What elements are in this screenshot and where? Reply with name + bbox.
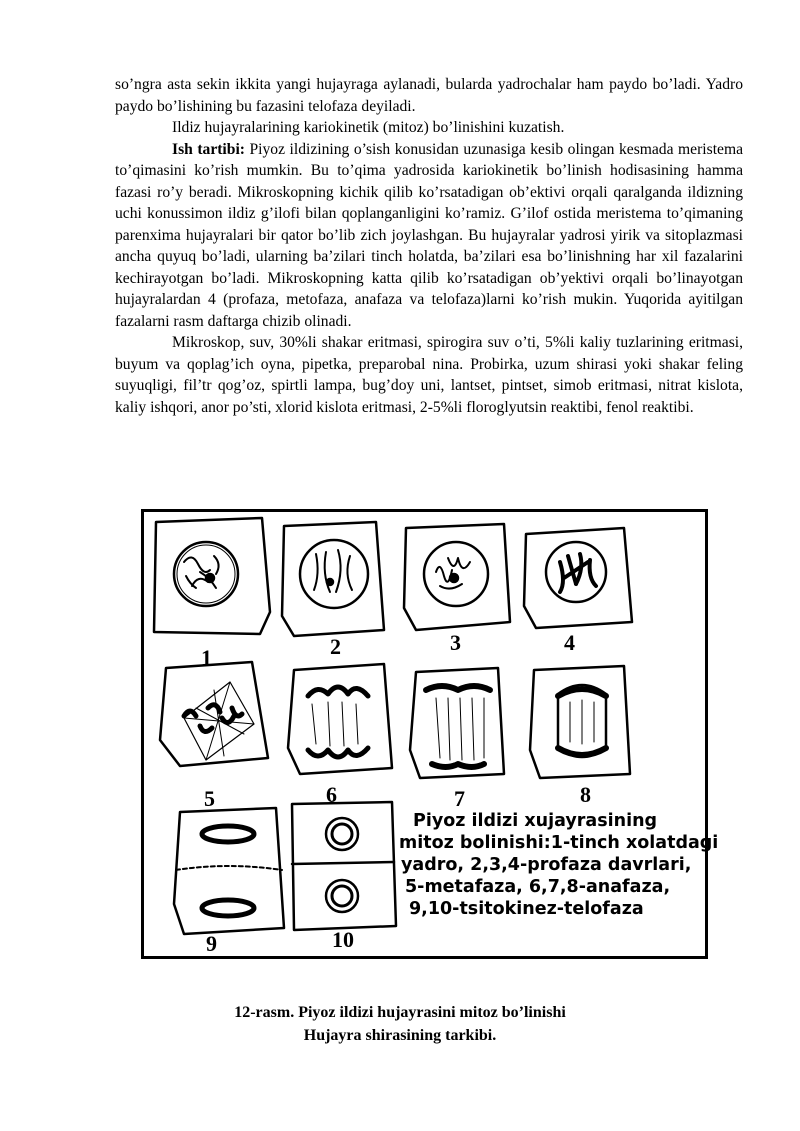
- legend-line-4: 5-metafaza, 6,7,8-anafaza,: [405, 877, 671, 897]
- figure-number-2: 2: [330, 634, 341, 659]
- figure-number-8: 8: [580, 782, 591, 807]
- cell-2-prophase: [282, 522, 384, 636]
- figure-number-10: 10: [332, 927, 354, 952]
- figure-number-4: 4: [564, 630, 575, 655]
- legend-line-1: Piyoz ildizi xujayrasining: [413, 811, 658, 831]
- cell-8-late-anaphase: [530, 666, 630, 778]
- cell-5-metaphase: [160, 662, 268, 766]
- figure-caption: 12-rasm. Piyoz ildizi hujayrasini mitoz bo’linishi: [234, 1004, 566, 1021]
- figure-number-3: 3: [450, 630, 461, 655]
- cell-6-anaphase: [288, 664, 392, 774]
- figure-legend: [399, 810, 719, 920]
- cell-7-anaphase: [410, 668, 504, 778]
- section-title: Hujayra shirasining tarkibi.: [303, 1027, 497, 1044]
- paragraph-1: so’ngra asta sekin ikkita yangi hujayraga aylanadi, bularda yadrochalar ham paydo bo’ladi. Yadro paydo bo’lishining bu fazasini telofaza deyiladi.: [115, 76, 743, 115]
- cell-1-resting-nucleus: [154, 518, 270, 634]
- mitosis-figure: [141, 509, 719, 959]
- cell-4-late-prophase: [524, 528, 632, 628]
- legend-line-2: mitoz bolinishi:1-tinch xolatdagi: [399, 833, 719, 853]
- cell-3-prophase: [404, 524, 510, 630]
- figure-number-7: 7: [454, 786, 465, 811]
- paragraph-4: Mikroskop, suv, 30%li shakar eritmasi, spirogira suv o’ti, 5%li kaliy tuzlarining eritmasi, buyum va qoplag’ich oyna, pipetka, preparobal nina. Probirka, uzum shirasi yoki shakar feling suyuqligi, fil’tr qog’oz, spirtli lampa, bug’doy uni, lantset, pintset, simob eritmasi, nitrat kislota, kaliy ishqori, anor po’sti, xlorid kislota eritmasi, 2-5%li floroglyutsin reaktibi, fenol reaktibi.: [115, 334, 743, 416]
- figure-number-6: 6: [326, 782, 337, 807]
- legend-line-5: 9,10-tsitokinez-telofaza: [409, 899, 644, 919]
- body-text: [115, 74, 743, 418]
- cell-10-telophase: [292, 802, 396, 930]
- paragraph-2: Ildiz hujayralarining kariokinetik (mitoz) bo’linishini kuzatish.: [172, 119, 565, 136]
- work-procedure-label: Ish tartibi:: [172, 140, 245, 158]
- work-procedure-text: Piyoz ildizining o’sish konusidan uzunasiga kesib olingan kesmada meristema to’qimasini ko’rish mumkin. Bu to’qima yadrosida kariokinetik bo’linish hodisasining hamma fazasi ro’y beradi. Mikroskopning kichik qilib ko’rsatadigan ob’ektivi orqali qaralganda ildizning uchi konussimon ildiz g’ilofi bilan qoplanganligini ko’ramiz. G’ilof ostida meristema to’qimaning parenxima hujayralari bir qator bo’lib zich joylashgan. Bu hujayralar yadrosi yirik va sitoplazmasi ancha quyuq bo’ladi, ularning ba’zilari tinch holatda, ba’zilari esa bo’linishning har xil fazalarini kechirayotgan bo’ladi. Mikroskopning katta qilib ko’rsatadigan ob’yektivi orqali bo’linayotgan hujayralardan 4 (profaza, metofaza, anafaza va telofaza)larni ko’rish mukin. Yuqorida ayitilgan fazalarni rasm daftarga chizib olinadi.: [115, 140, 744, 330]
- figure-number-9: 9: [206, 931, 217, 956]
- figure-number-1: 1: [201, 645, 212, 670]
- legend-line-3: yadro, 2,3,4-profaza davrlari,: [401, 855, 692, 875]
- paragraph-3: [115, 139, 743, 333]
- figure-number-5: 5: [204, 786, 215, 811]
- cell-9-cytokinesis: [174, 808, 284, 934]
